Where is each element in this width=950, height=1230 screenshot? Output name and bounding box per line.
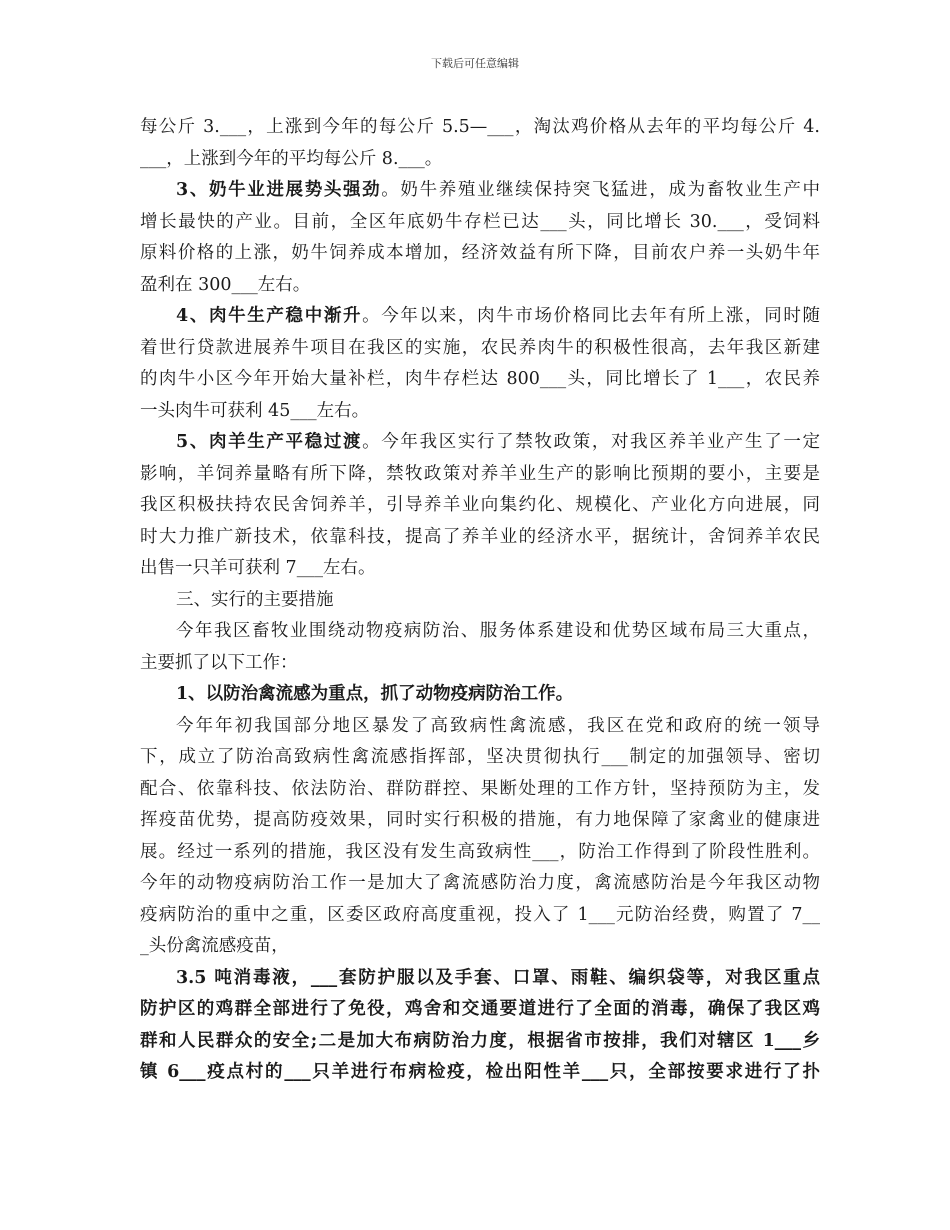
text-segment: 一头肉牛可获利 45___左右。 — [140, 400, 370, 421]
text-line — [140, 270, 820, 302]
text-line — [140, 1057, 820, 1089]
text-line — [140, 585, 820, 617]
text-segment: 影响，羊饲养量略有所下降，禁牧政策对养羊业生产的影响比预期的要小，主要是 — [140, 463, 820, 484]
text-segment: 每公斤 3.___，上涨到今年的每公斤 5.5—___，淘汰鸡价格从去年的平均每公斤 4. — [140, 117, 820, 137]
text-segment: 增长最快的产业。目前，全区年底奶牛存栏已达___头，同比增长 30.___，受饲料 — [140, 211, 820, 232]
text-segment: 疫病防治的重中之重，区委区政府高度重视，投入了 1___元防治经费，购置了 7__ — [140, 904, 820, 925]
text-line — [140, 900, 820, 932]
text-segment: 今年我区畜牧业围绕动物疫病防治、服务体系建设和优势区域布局三大重点， — [176, 621, 820, 641]
text-line — [140, 112, 820, 144]
text-line — [140, 1026, 820, 1058]
text-segment: 今年年初我国部分地区暴发了高致病性禽流感，我区在党和政府的统一领导 — [176, 715, 820, 736]
text-segment: 。奶牛养殖业继续保持突飞猛进，成为畜牧业生产中 — [381, 180, 820, 200]
text-line — [140, 868, 820, 900]
text-segment: 。今年我区实行了禁牧政策，对我区养羊业产生了一定 — [362, 432, 820, 452]
text-line — [140, 364, 820, 396]
text-line — [140, 490, 820, 522]
text-segment: 今年的动物疫病防治工作一是加大了禽流感防治力度，禽流感防治是今年我区动物 — [140, 873, 820, 893]
text-segment: 出售一只羊可获利 7___左右。 — [140, 558, 376, 578]
text-line — [140, 238, 820, 270]
text-segment: 原料价格的上涨，奶牛饲养成本增加，经济效益有所下降，目前农户养一头奶牛年 — [140, 243, 820, 263]
bold-text-segment: 4、肉牛生产稳中渐升 — [176, 306, 363, 326]
bold-text-segment: 5、肉羊生产平稳过渡 — [176, 432, 363, 452]
text-segment: _头份禽流感疫苗， — [140, 936, 289, 956]
text-segment: 三、实行的主要措施 — [176, 589, 334, 610]
text-segment: 的肉牛小区今年开始大量补栏，肉牛存栏达 800___头，同比增长了 1___，农民养 — [140, 369, 820, 389]
text-line — [140, 648, 820, 680]
text-segment: 我区积极扶持农民舍饲养羊，引导养羊业向集约化、规模化、产业化方向进展，同 — [140, 495, 820, 515]
text-segment: ___，上涨到今年的平均每公斤 8.___。 — [140, 148, 443, 169]
text-segment: 配合、依靠科技、依法防治、群防群控、果断处理的工作方针，坚持预防为主，发 — [140, 778, 820, 799]
text-line — [140, 175, 820, 207]
text-segment: 时大力推广新技术，依靠科技，提高了养羊业的经济水平，据统计，舍饲养羊农民 — [140, 526, 820, 547]
text-line — [140, 427, 820, 459]
text-line — [140, 616, 820, 648]
text-line — [140, 207, 820, 239]
text-line — [140, 679, 820, 711]
bold-text-segment: 群和人民群众的安全;二是加大布病防治力度，根据省市按排，我们对辖区 1___乡 — [140, 1030, 820, 1051]
text-line — [140, 711, 820, 743]
text-line — [140, 522, 820, 554]
text-line — [140, 805, 820, 837]
text-line — [140, 396, 820, 428]
text-segment: 主要抓了以下工作： — [140, 652, 298, 673]
bold-text-segment: 镇 6___疫点村的___只羊进行布病检疫，检出阳性羊___只，全部按要求进行了扑 — [140, 1062, 820, 1082]
text-segment: 盈利在 300___左右。 — [140, 274, 311, 295]
text-line — [140, 742, 820, 774]
text-line — [140, 553, 820, 585]
text-line — [140, 301, 820, 333]
bold-text-segment: 3.5 吨消毒液，___套防护服以及手套、口罩、雨鞋、编织袋等，对我区重点 — [176, 967, 820, 988]
text-line — [140, 994, 820, 1026]
text-segment: 挥疫苗优势，提高防疫效果，同时实行积极的措施，有力地保障了家禽业的健康进 — [140, 810, 820, 830]
text-line — [140, 459, 820, 491]
text-segment: 展。经过一系列的措施，我区没有发生高致病性___，防治工作得到了阶段性胜利。 — [140, 841, 820, 862]
text-line — [140, 931, 820, 963]
document-body — [140, 112, 820, 1089]
bold-text-segment: 防护区的鸡群全部进行了免役，鸡舍和交通要道进行了全面的消毒，确保了我区鸡 — [140, 999, 820, 1019]
text-line — [140, 963, 820, 995]
text-segment: 着世行贷款进展养牛项目在我区的实施，农民养肉牛的积极性很高，去年我区新建 — [140, 337, 820, 358]
bold-text-segment: 1、以防治禽流感为重点，抓了动物疫病防治工作。 — [176, 684, 574, 704]
bold-text-segment: 3、奶牛业进展势头强劲 — [176, 180, 382, 200]
page-header: 下载后可任意编辑 — [431, 57, 519, 70]
text-segment: 下，成立了防治高致病性禽流感指挥部，坚决贯彻执行___制定的加强领导、密切 — [140, 747, 820, 767]
text-line — [140, 837, 820, 869]
text-line — [140, 333, 820, 365]
text-line — [140, 774, 820, 806]
text-line — [140, 144, 820, 176]
text-segment: 。今年以来，肉牛市场价格同比去年有所上涨，同时随 — [362, 306, 820, 326]
